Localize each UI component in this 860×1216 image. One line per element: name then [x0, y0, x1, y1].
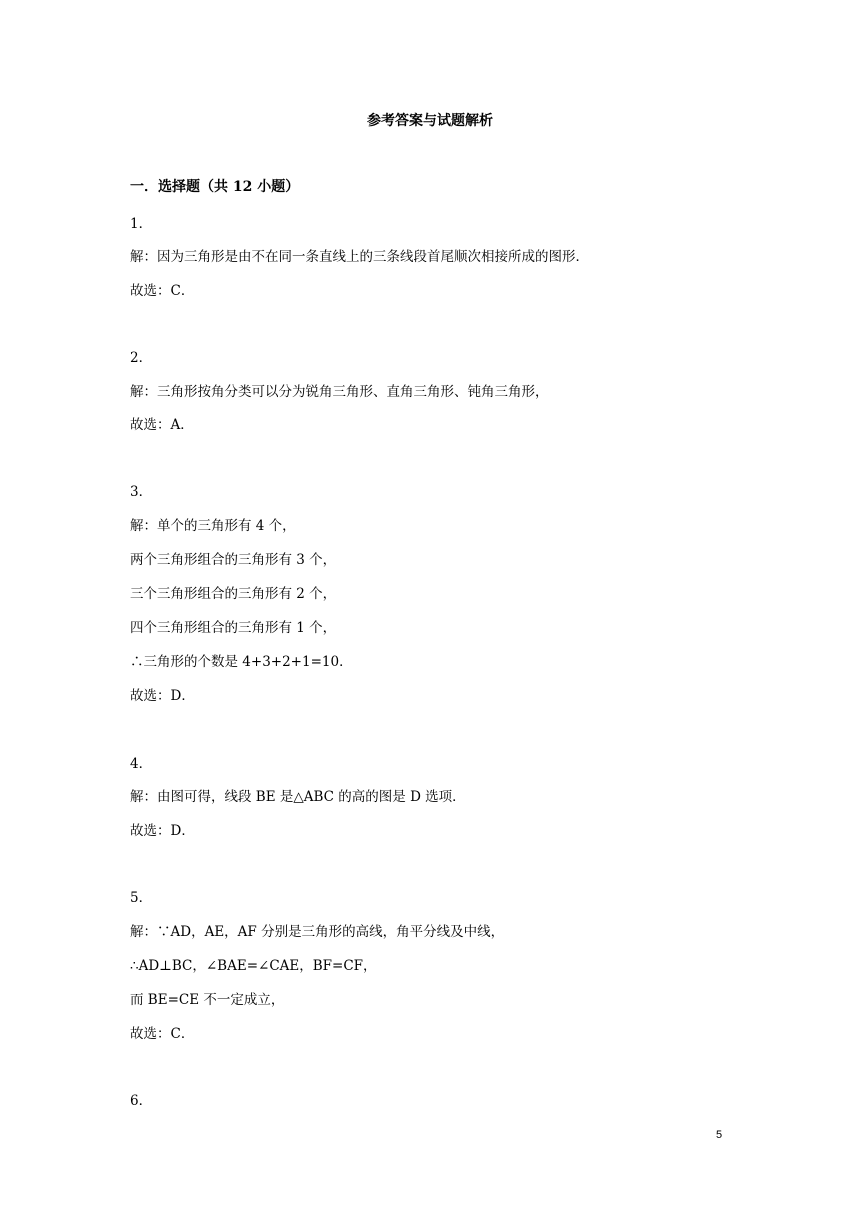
section-heading: 一．选择题（共 12 小题）	[130, 179, 300, 195]
answer-choice: 故选：C．	[130, 283, 195, 299]
answer-line: ∴三角形的个数是 4+3+2+1=10．	[130, 654, 353, 670]
page-number: 5	[716, 1129, 723, 1141]
answer-line: 四个三角形组合的三角形有 1 个，	[130, 620, 337, 636]
answer-line: 两个三角形组合的三角形有 3 个，	[130, 552, 337, 568]
answer-line: 三个三角形组合的三角形有 2 个，	[130, 586, 337, 602]
answer-choice: 故选：A．	[130, 417, 194, 433]
answer-number: 1．	[130, 216, 153, 232]
answer-line: 解：∵AD，AE，AF 分别是三角形的高线，角平分线及中线，	[130, 924, 505, 940]
answer-number: 6．	[130, 1093, 153, 1109]
answer-line: ∴AD⊥BC，∠BAE=∠CAE，BF=CF，	[130, 958, 377, 974]
answer-line: 而 BE=CE 不一定成立，	[130, 992, 285, 1008]
answer-choice: 故选：D．	[130, 688, 195, 704]
answer-line: 解：单个的三角形有 4 个，	[130, 518, 296, 534]
answer-line: 解：由图可得，线段 BE 是△ABC 的高的图是 D 选项．	[130, 789, 466, 805]
answer-line: 解：因为三角形是由不在同一条直线上的三条线段首尾顺次相接所成的图形．	[130, 249, 589, 265]
answer-line: 解：三角形按角分类可以分为锐角三角形、直角三角形、钝角三角形，	[130, 384, 549, 400]
page-title: 参考答案与试题解析	[367, 113, 493, 129]
answer-number: 4．	[130, 756, 153, 772]
answer-number: 5．	[130, 890, 153, 906]
answer-number: 3．	[130, 484, 153, 500]
answer-choice: 故选：D．	[130, 823, 195, 839]
answer-number: 2．	[130, 350, 153, 366]
answer-choice: 故选：C．	[130, 1026, 195, 1042]
